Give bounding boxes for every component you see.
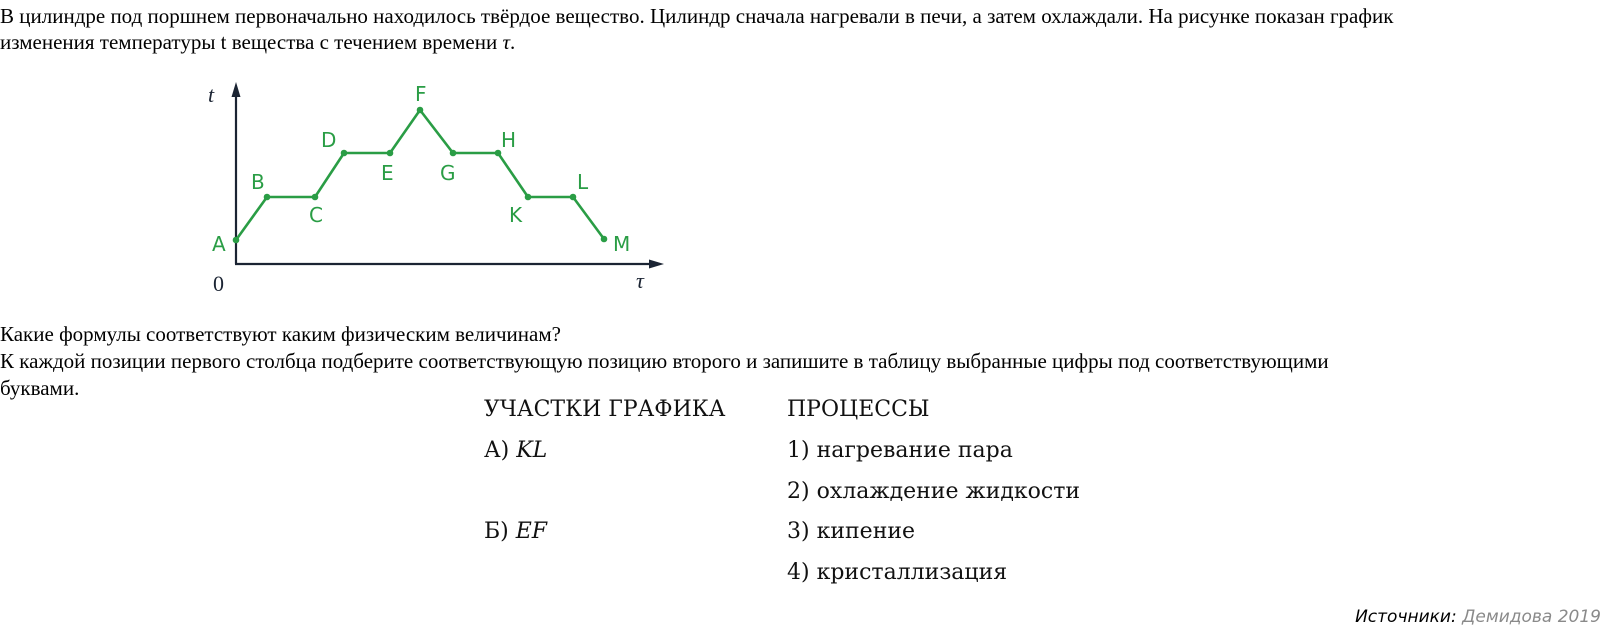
point-f: [417, 107, 424, 114]
left-item-value: KL: [516, 438, 548, 463]
y-axis-label: t: [208, 82, 215, 107]
point-e: [387, 150, 394, 157]
right-item: [787, 437, 1013, 465]
label-a: A: [212, 232, 226, 256]
instruction-text-line2: буквами.: [0, 376, 80, 400]
point-c: [312, 194, 319, 201]
left-item-key: Б): [484, 519, 509, 544]
temperature-time-graph: [190, 70, 670, 300]
label-k: K: [509, 203, 523, 227]
point-k: [525, 194, 532, 201]
right-item-value: охлаждение жидкости: [816, 479, 1081, 504]
point-a: [233, 237, 240, 244]
tau-symbol: τ: [502, 30, 510, 54]
left-item: [484, 518, 547, 546]
left-item-value: EF: [515, 519, 548, 544]
label-g: G: [440, 161, 456, 185]
intro-text-line2-suffix: .: [509, 30, 516, 54]
right-item: [787, 518, 915, 546]
question-text: Какие формулы соответствуют каким физическим величинам?: [0, 322, 561, 346]
origin-label: 0: [213, 271, 224, 296]
label-f: F: [415, 82, 427, 106]
source-label: Источники:: [1355, 607, 1457, 627]
right-item-value: кипение: [816, 519, 916, 544]
temperature-curve: [236, 110, 604, 240]
right-item: [787, 559, 1007, 587]
label-d: D: [321, 128, 337, 152]
left-item: [484, 437, 547, 465]
left-item-key: А): [484, 438, 510, 463]
label-m: M: [613, 232, 631, 256]
right-item-key: 3): [787, 519, 810, 544]
right-column-header: ПРОЦЕССЫ: [787, 397, 930, 422]
point-g: [450, 150, 457, 157]
source-link[interactable]: Демидова 2019: [1462, 607, 1601, 627]
point-b: [264, 194, 271, 201]
right-item-key: 4): [787, 560, 810, 585]
label-c: C: [309, 203, 323, 227]
y-axis-arrow-icon: [232, 82, 241, 97]
source-attribution: [1355, 607, 1601, 627]
right-item-key: 1): [787, 438, 810, 463]
x-axis-arrow-icon: [649, 260, 664, 269]
label-l: L: [577, 170, 589, 194]
point-d: [341, 150, 348, 157]
intro-text-line2: [0, 28, 515, 56]
point-m: [601, 236, 608, 243]
right-item-key: 2): [787, 479, 810, 504]
label-e: E: [381, 161, 394, 185]
x-axis-label: τ: [636, 268, 644, 293]
intro-text-line1: В цилиндре под поршнем первоначально находилось твёрдое вещество. Цилиндр сначала нагревали в печи, а затем охлаждали. На рисунке показан график: [0, 4, 1394, 28]
label-h: H: [501, 128, 517, 152]
right-item: [787, 478, 1080, 506]
right-item-value: кристаллизация: [816, 560, 1008, 585]
right-item-value: нагревание пара: [816, 438, 1013, 463]
intro-text-line2-prefix: изменения температуры t вещества с течением времени: [0, 30, 503, 54]
data-points: [233, 107, 608, 244]
label-b: B: [251, 170, 265, 194]
point-l: [570, 194, 577, 201]
left-column-header: УЧАСТКИ ГРАФИКА: [484, 397, 726, 422]
instruction-text-line1: К каждой позиции первого столбца подберите соответствующую позицию второго и запишите в таблицу выбранные цифры под соответствующими: [0, 349, 1329, 373]
